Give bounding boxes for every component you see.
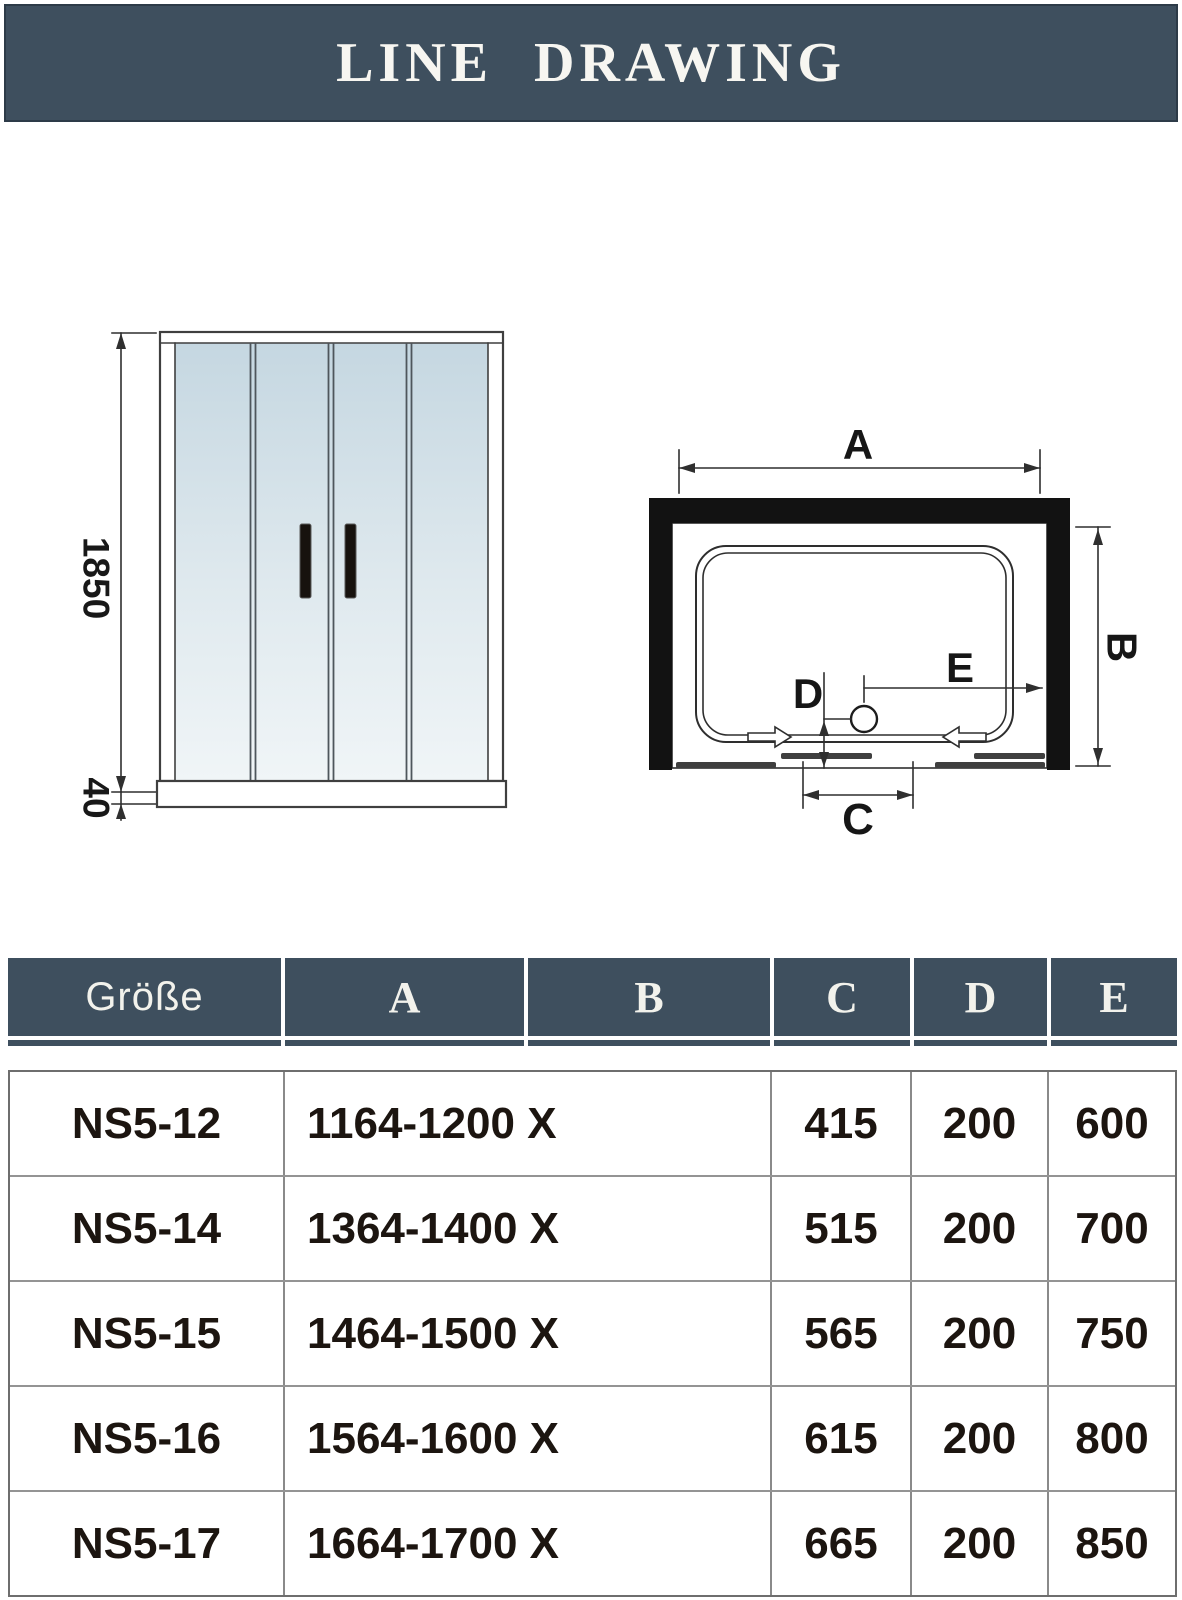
plan-label-c: C	[842, 795, 874, 844]
arrow-up-icon	[116, 333, 126, 349]
header-underline	[914, 1040, 1047, 1046]
arrow-left-icon	[803, 790, 819, 800]
model-cell: NS5-14	[71, 1203, 222, 1253]
header-label: C	[826, 972, 858, 1022]
dim-c-cell: 665	[804, 1518, 878, 1568]
table-header-size	[8, 958, 281, 1036]
front-view-drawing	[76, 332, 507, 820]
model-cell: NS5-17	[71, 1518, 222, 1568]
door-handle	[345, 524, 356, 598]
table-row	[10, 1385, 1175, 1490]
arrow-down-icon	[116, 776, 126, 792]
range-cell: 1664-1700 X	[307, 1518, 559, 1568]
dim-e-cell: 850	[1075, 1518, 1149, 1568]
dim-e-cell: 600	[1075, 1098, 1149, 1148]
range-cell: 1164-1200 X	[307, 1098, 557, 1148]
title-banner	[4, 4, 1178, 122]
door-knob	[851, 706, 877, 732]
header-label: A	[388, 972, 421, 1022]
line-drawing-canvas	[0, 130, 1182, 958]
dim-d-cell: 200	[942, 1098, 1017, 1148]
dim-d-cell: 200	[942, 1518, 1017, 1568]
header-label: E	[1099, 972, 1129, 1022]
dim-d-cell: 200	[942, 1203, 1017, 1253]
header-underline	[8, 1040, 281, 1046]
plan-label-b: B	[1098, 631, 1146, 663]
header-underline	[528, 1040, 770, 1046]
front-height-label: 1850	[75, 536, 117, 620]
header-underline	[1051, 1040, 1177, 1046]
header-label: D	[964, 972, 997, 1022]
table-header-c	[774, 958, 910, 1036]
dim-c-cell: 415	[804, 1098, 878, 1148]
table-row	[10, 1175, 1175, 1280]
table-header-e	[1051, 958, 1177, 1036]
bottom-rail	[157, 781, 506, 807]
dim-c-cell: 515	[804, 1203, 878, 1253]
dim-c-cell: 615	[804, 1413, 878, 1463]
arrow-left-icon	[679, 463, 695, 473]
dim-e-cell: 800	[1075, 1413, 1149, 1463]
arrow-up-icon	[116, 804, 126, 819]
model-cell: NS5-16	[71, 1413, 222, 1463]
dim-e-cell: 750	[1075, 1308, 1149, 1358]
header-underline	[774, 1040, 910, 1046]
front-base-label: 40	[75, 777, 117, 819]
plan-label-d: D	[792, 670, 824, 717]
dim-d-cell: 200	[942, 1308, 1017, 1358]
size-table	[8, 1070, 1177, 1597]
header-underline	[285, 1040, 524, 1046]
range-cell: 1464-1500 X	[307, 1308, 559, 1358]
glass-panels	[175, 343, 488, 781]
table-row	[10, 1072, 1175, 1175]
dim-c-cell: 565	[804, 1308, 878, 1358]
table-row	[10, 1490, 1175, 1595]
arrow-down-icon	[1093, 748, 1103, 764]
range-cell: 1564-1600 X	[307, 1413, 559, 1463]
arrow-up-icon	[1093, 529, 1103, 545]
header-label: Größe	[85, 974, 204, 1019]
header-label: B	[634, 972, 664, 1022]
table-header-b	[528, 958, 770, 1036]
table-row	[10, 1280, 1175, 1385]
arrow-right-icon	[897, 790, 913, 800]
table-header-a	[285, 958, 524, 1036]
door-handle	[300, 524, 311, 598]
dim-d-cell: 200	[942, 1413, 1017, 1463]
model-cell: NS5-15	[71, 1308, 222, 1358]
table-header-d	[914, 958, 1047, 1036]
page-title: LINE DRAWING	[336, 32, 846, 94]
arrow-right-icon	[1024, 463, 1040, 473]
front-height-dimension	[112, 333, 158, 820]
dim-e-cell: 700	[1075, 1203, 1149, 1253]
plan-label-a: A	[842, 421, 874, 468]
range-cell: 1364-1400 X	[307, 1203, 559, 1253]
plan-label-e: E	[945, 644, 975, 691]
plan-view-drawing	[649, 421, 1146, 844]
model-cell: NS5-12	[71, 1098, 222, 1148]
